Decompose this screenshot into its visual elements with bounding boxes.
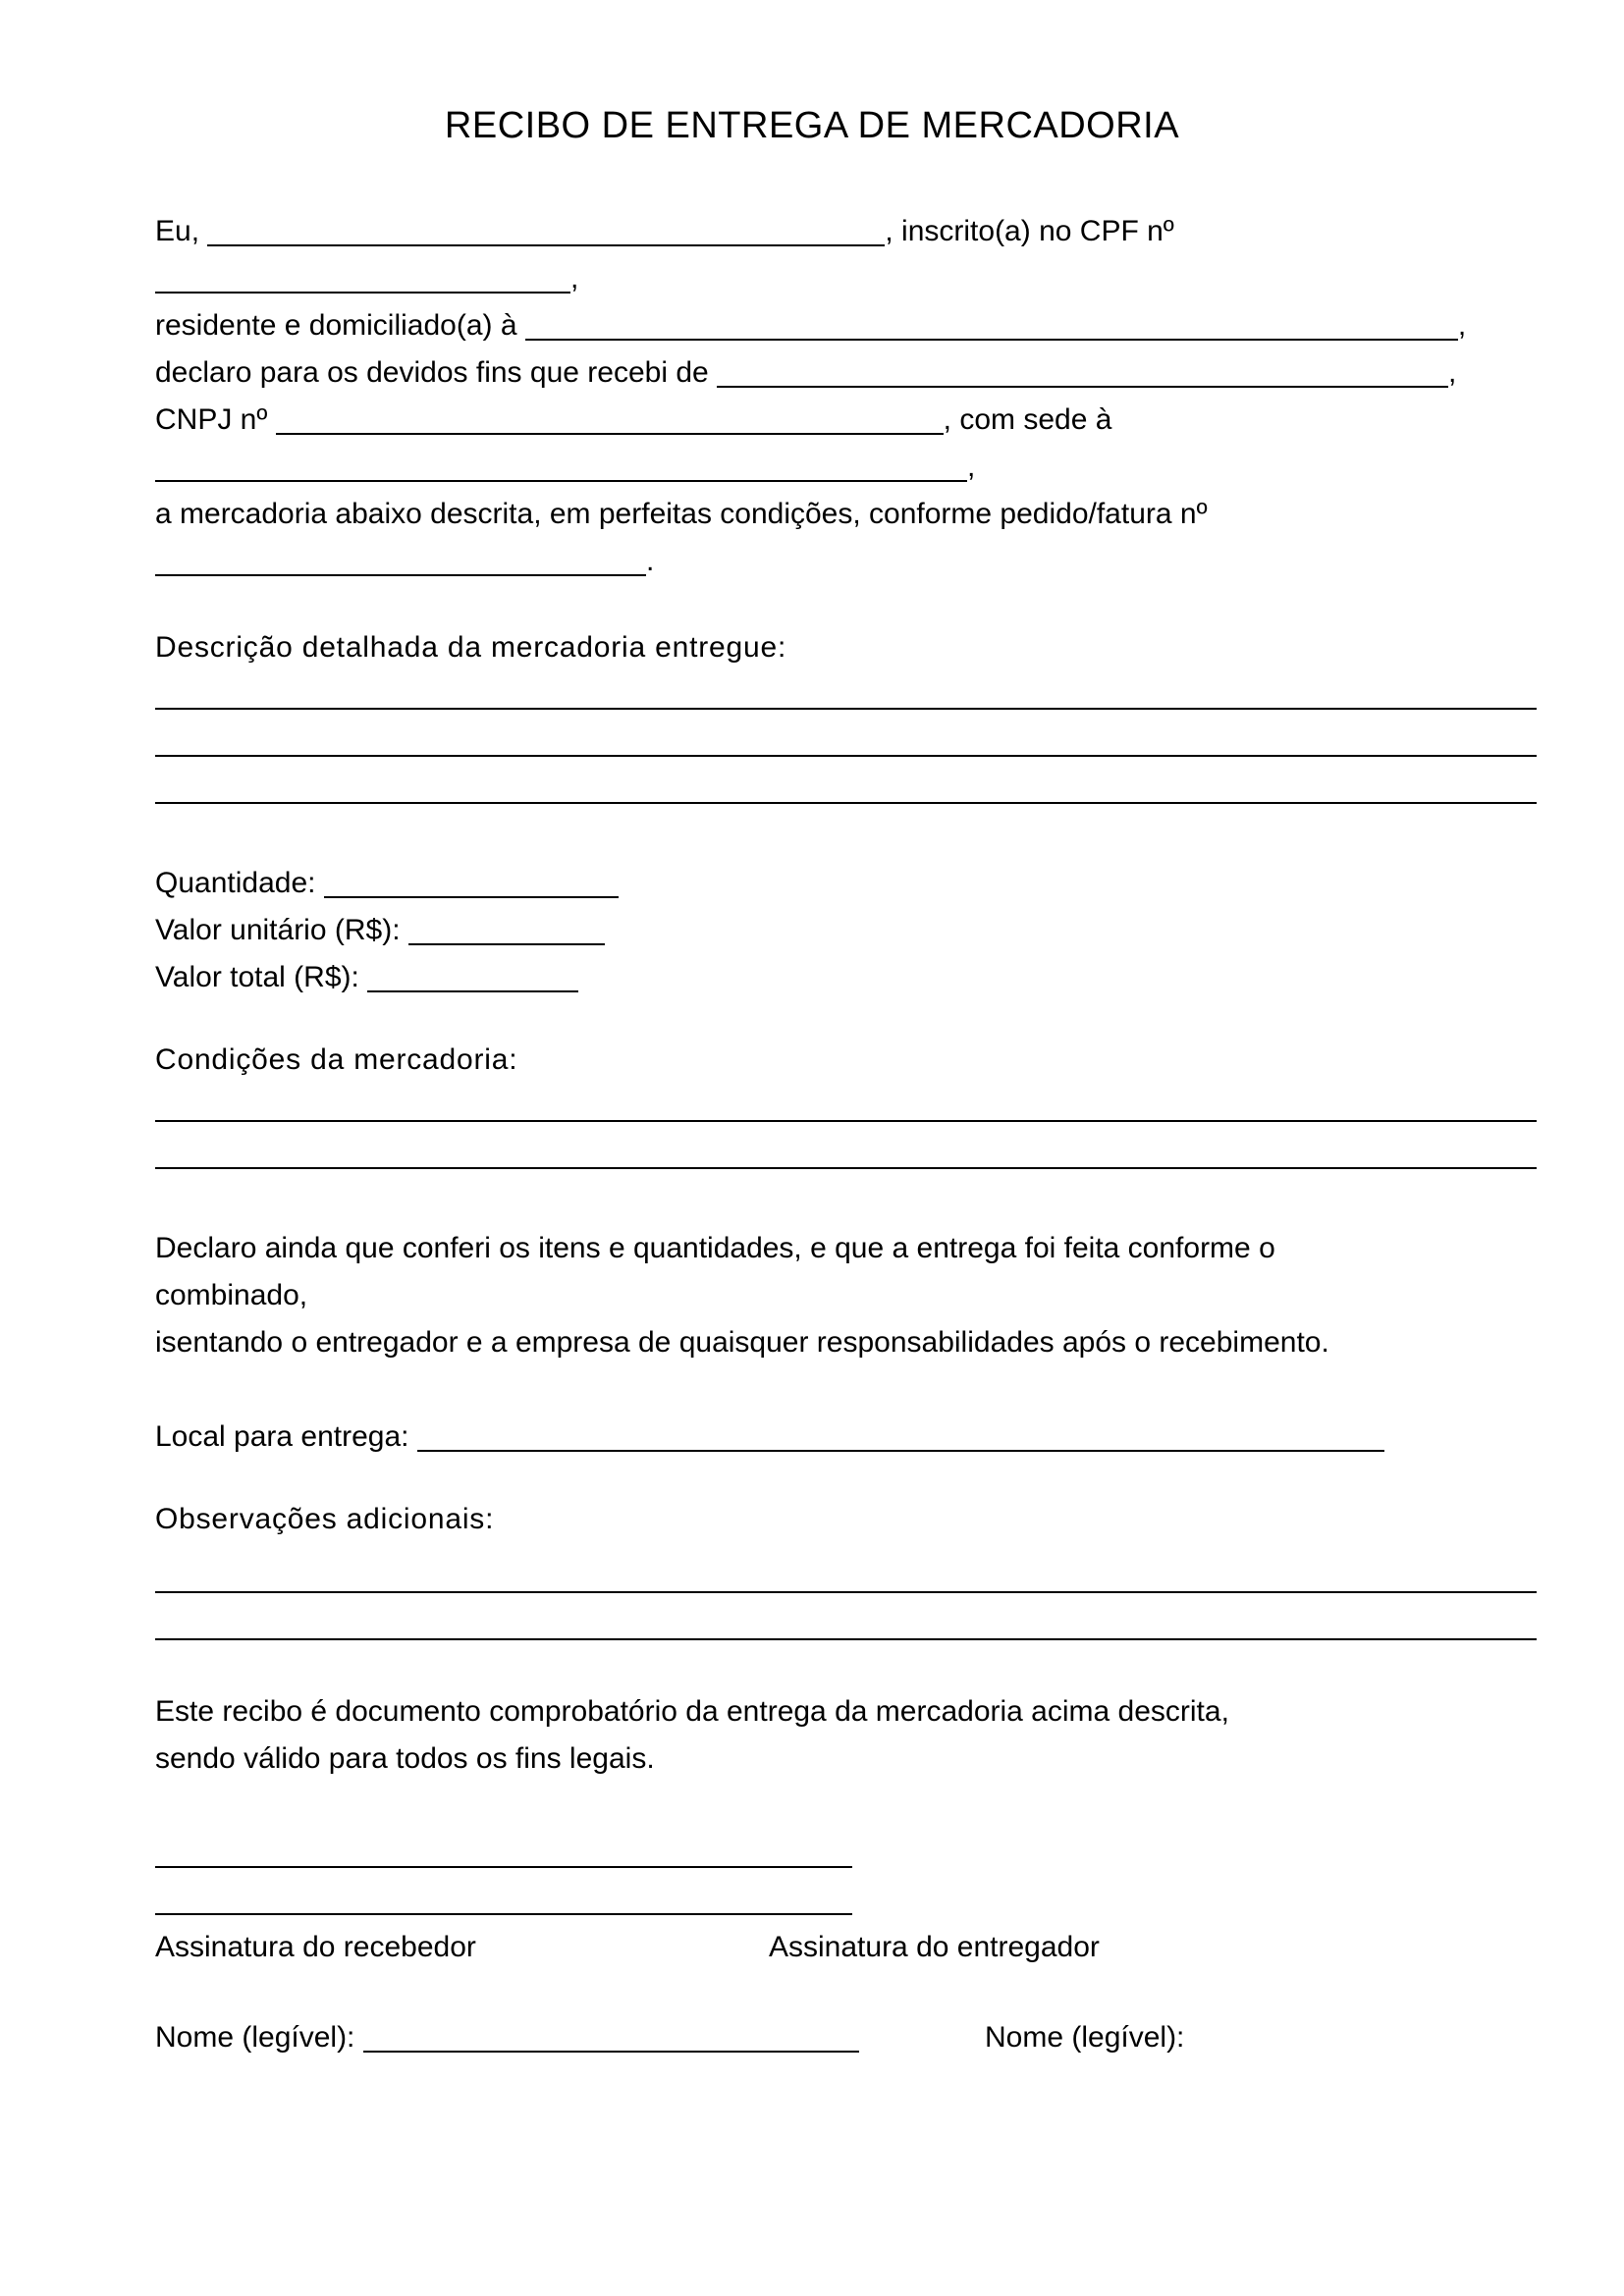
form-line <box>155 1225 1537 1272</box>
form-line <box>155 671 1537 719</box>
sig-lines <box>155 1830 1537 1924</box>
form-line <box>155 1688 1537 1735</box>
text-segment: Quantidade: <box>155 867 324 899</box>
text-segment: sendo válido para todos os fins legais. <box>155 1742 655 1775</box>
form-line <box>155 255 1537 302</box>
text-segment: Valor total (R$): <box>155 961 368 993</box>
form-line <box>155 719 1537 766</box>
text-segment: a mercadoria abaixo descrita, em perfeitas condições, conforme pedido/fatura nº <box>155 498 1208 530</box>
intro <box>155 208 1537 585</box>
form-line <box>155 397 1537 444</box>
form-line <box>155 1414 1537 1461</box>
text-segment: residente e domiciliado(a) à <box>155 309 525 342</box>
cond-rules <box>155 1084 1537 1178</box>
text-segment: declaro para os devidos fins que recebi de <box>155 356 718 389</box>
form-line <box>155 208 1537 255</box>
text-segment: Nome (legível): <box>155 2021 363 2054</box>
text-segment: Local para entrega: <box>155 1420 417 1453</box>
desc-rules <box>155 671 1537 813</box>
blank-field <box>155 800 1537 804</box>
blank-field <box>276 431 944 435</box>
text-segment: . <box>646 545 655 577</box>
blank-field <box>155 753 1537 757</box>
obs-rules <box>155 1555 1537 1649</box>
blank-field <box>408 941 605 945</box>
form-line <box>155 538 1537 585</box>
blank-field <box>717 384 1448 388</box>
text-segment: , inscrito(a) no CPF nº <box>885 215 1174 247</box>
blank-field <box>155 1165 1537 1169</box>
blank-field <box>155 1911 852 1915</box>
blank-field <box>155 290 570 294</box>
nome-row-right: Nome (legível): <box>985 2021 1185 2054</box>
blank-field <box>417 1448 1384 1452</box>
values <box>155 860 1537 1001</box>
blank-field <box>155 1589 1537 1593</box>
text-segment: , <box>1448 356 1457 389</box>
form-line <box>155 444 1537 491</box>
blank-field <box>155 1636 1537 1640</box>
blank-field <box>363 2049 859 2053</box>
text-segment: Este recibo é documento comprobatório da entrega da mercadoria acima descrita, <box>155 1695 1229 1728</box>
page-title: RECIBO DE ENTREGA DE MERCADORIA <box>444 105 1180 146</box>
text-segment: , com sede à <box>943 403 1112 436</box>
text-segment: , <box>570 262 579 294</box>
cond-label: Condições da mercadoria: <box>155 1043 518 1076</box>
form-line <box>155 1272 1537 1319</box>
form-line <box>155 1319 1537 1366</box>
form-line <box>155 1735 1537 1783</box>
obs-label: Observações adicionais: <box>155 1503 495 1535</box>
form-line <box>155 1084 1537 1131</box>
text-segment: Eu, <box>155 215 208 247</box>
form-line <box>155 1830 1537 1877</box>
blank-field <box>525 337 1458 341</box>
document-body <box>155 208 1537 2061</box>
form-line <box>155 1602 1537 1649</box>
form-line <box>155 302 1537 349</box>
blank-field <box>207 242 885 246</box>
text-segment: Assinatura do recebedor <box>155 1931 476 1963</box>
text-segment: , <box>967 451 976 483</box>
text-segment: Declaro ainda que conferi os itens e quantidades, e que a entrega foi feita conforme o <box>155 1232 1275 1264</box>
form-line <box>155 907 1537 954</box>
desc-label: Descrição detalhada da mercadoria entregue: <box>155 631 787 664</box>
form-line <box>155 349 1537 397</box>
blank-field <box>155 478 967 482</box>
blank-field <box>155 1118 1537 1122</box>
blank-field <box>367 988 578 992</box>
form-line <box>155 1555 1537 1602</box>
form-line <box>155 1877 1537 1924</box>
blank-field <box>324 894 619 898</box>
sig-labels <box>155 1924 1537 1971</box>
sig-labels-right: Assinatura do entregador <box>769 1931 1100 1963</box>
text-segment: CNPJ nº <box>155 403 276 436</box>
form-line <box>155 1131 1537 1178</box>
form-line <box>155 954 1537 1001</box>
form-line <box>155 766 1537 813</box>
text-segment: isentando o entregador e a empresa de quaisquer responsabilidades após o recebimento. <box>155 1326 1329 1359</box>
validity <box>155 1688 1537 1783</box>
blank-field <box>155 706 1537 710</box>
local-line <box>155 1414 1537 1461</box>
nome-row <box>155 2014 1537 2061</box>
text-segment: Valor unitário (R$): <box>155 914 408 946</box>
form-line <box>155 491 1537 538</box>
declaration <box>155 1225 1537 1366</box>
blank-field <box>155 1864 852 1868</box>
text-segment: combinado, <box>155 1279 308 1311</box>
text-segment: , <box>1457 309 1467 342</box>
form-line <box>155 860 1537 907</box>
blank-field <box>155 572 646 576</box>
